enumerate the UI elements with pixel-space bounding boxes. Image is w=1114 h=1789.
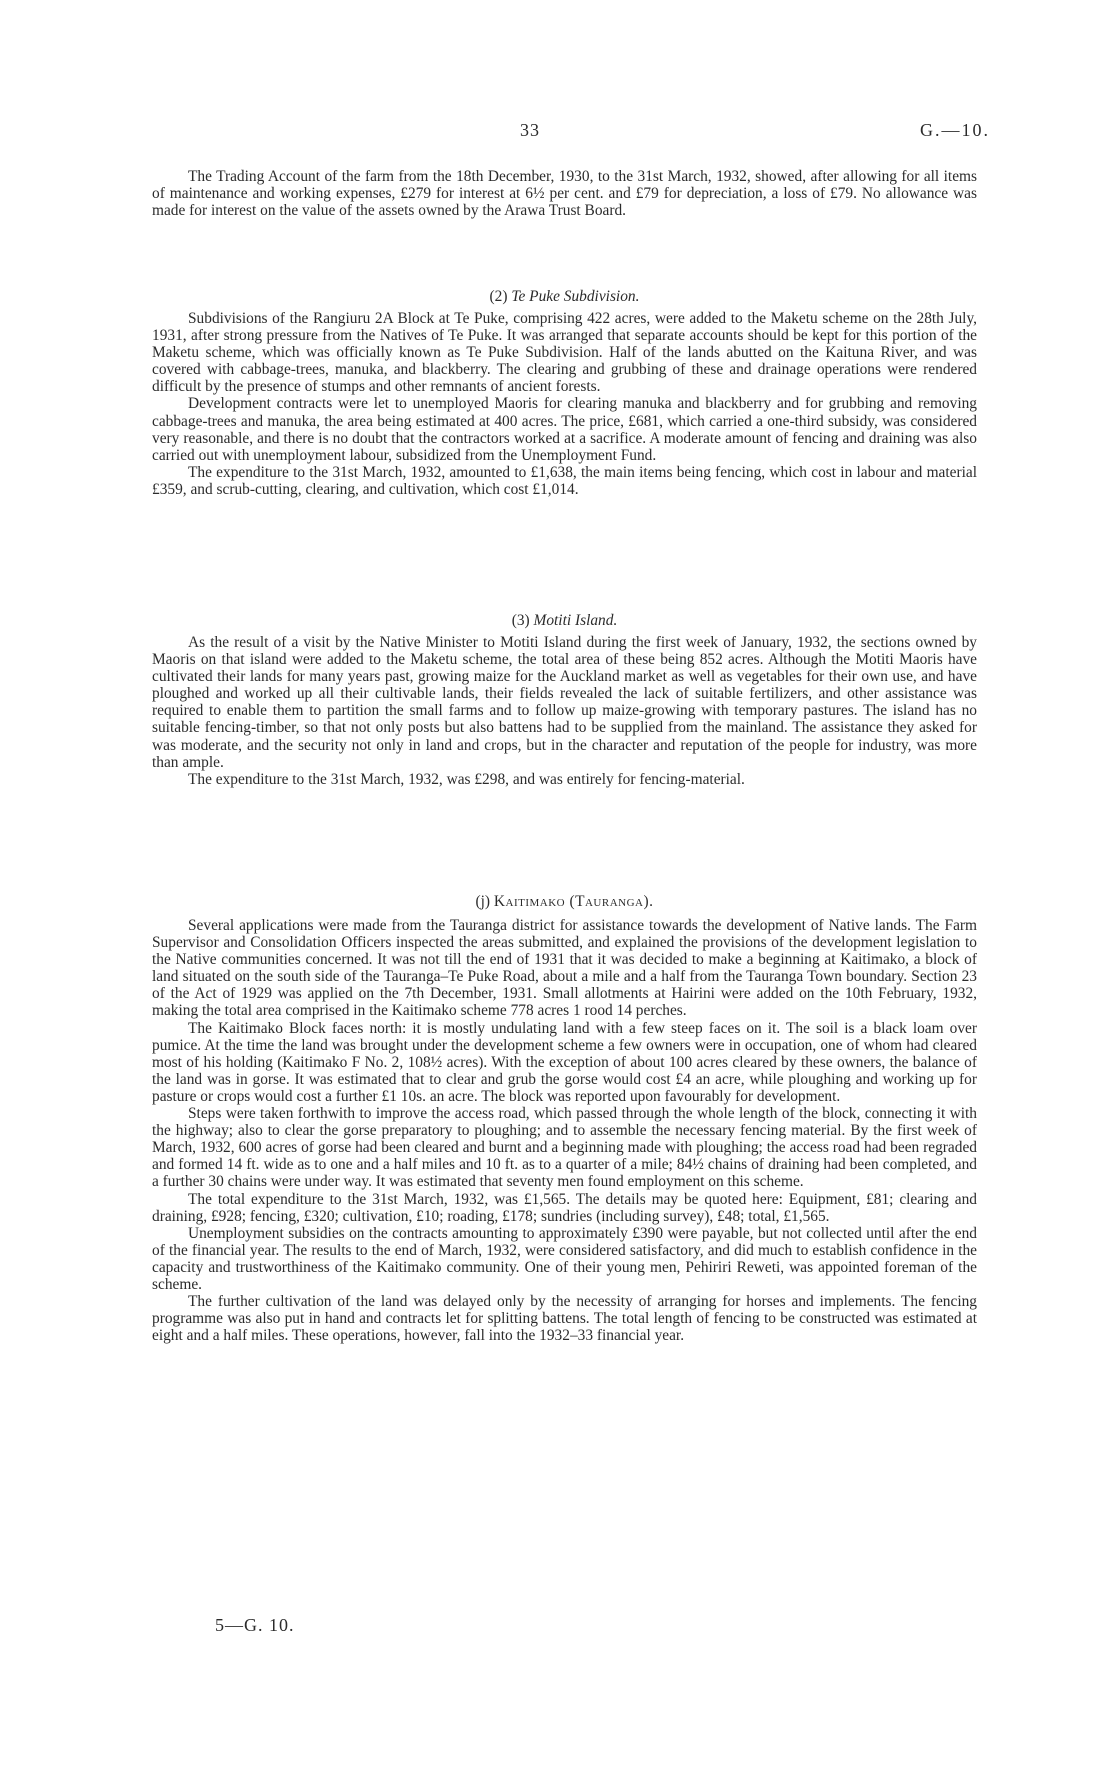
paragraph: The expenditure to the 31st March, 1932, was £298, and was entirely for fencing-material. <box>188 770 745 788</box>
paragraph: The Kaitimako Block faces north: it is mostly undulating land with a few steep faces on it. The soil is a black loam over pumice. At the time the land was brought under the development scheme a few owners were in occupation, one of whom had cleared most of his holding (Kaitimako F No. 2, 108½ acres). With the exception of about 100 acres cleared by these owners, the balance of the land was in gorse. It was estimated that to clear and grub the gorse would cost £4 an acre, while ploughing and working up for pasture or crops would cost a further £1 10s. an acre. The block was reported upon favourably for development. <box>152 1019 977 1105</box>
section-heading <box>152 288 977 306</box>
section-heading <box>152 893 977 911</box>
paragraph: Subdivisions of the Rangiuru 2A Block at Te Puke, comprising 422 acres, were added to the Maketu scheme on the 28th July, 1931, after strong pressure from the Natives of Te Puke. It was arranged that separate accounts should be kept for this portion of the Maketu scheme, which was officially known as Te Puke Subdivision. Half of the lands abutted on the Kaituna River, and was covered with cabbage-trees, manuka, and blackberry. The clearing and grubbing of these and drainage operations were rendered difficult by the presence of stumps and other remnants of ancient forests. <box>152 310 977 396</box>
paragraph: Development contracts were let to unemployed Maoris for clearing manuka and blackberry and for grubbing and removing cabbage-trees and manuka, the area being estimated at 400 acres. The price, £681, which carried a one-third subsidy, was considered very reasonable, and there is no doubt that the contractors worked at a sacrifice. A moderate amount of fencing and draining was also carried out with unemployment labour, subsidized from the Unemployment Fund. <box>152 395 977 464</box>
section-number: (3) <box>511 612 534 629</box>
section-title: Te Puke Subdivision. <box>511 288 640 305</box>
paragraph: As the result of a visit by the Native Minister to Motiti Island during the first week of January, 1932, the sections owned by Maoris on that island were added to the Maketu scheme, the total area of these being 852 acres. Although the Motiti Maoris have cultivated their lands for many years past, growing maize for the Auckland market as well as vegetables for their own use, and have ploughed and worked up all their cultivable lands, their fields revealed the lack of suitable fertilizers, and other assistance was required to enable them to partition the small farms and to follow up maize-growing with temporary pastures. The island has no suitable fencing-timber, so that not only posts but also battens had to be supplied from the mainland. The assistance they asked for was moderate, and the security not only in land and crops, but in the character and reputation of the people for industry, was more than ample. <box>152 634 977 771</box>
paragraph: Several applications were made from the Tauranga district for assistance towards the development of Native lands. The Farm Supervisor and Consolidation Officers inspected the areas submitted, and explained the provisions of the development legislation to the Native communities concerned. It was not till the end of 1931 that it was decided to make a beginning at Kaitimako, a block of land situated on the south side of the Tauranga–Te Puke Road, about a mile and a half from the Tauranga Town boundary. Section 23 of the Act of 1929 was applied on the 7th December, 1931. Small allotments at Hairini were added on the 10th February, 1932, making the total area comprised in the Kaitimako scheme 778 acres 1 rood 14 perches. <box>152 917 977 1020</box>
paragraph: The expenditure to the 31st March, 1932, amounted to £1,638, the main items being fencing, which cost in labour and material £359, and scrub-cutting, clearing, and cultivation, which cost £1,014. <box>152 463 977 498</box>
section-kaitimako <box>152 893 977 1344</box>
document-reference: G.—10. <box>920 120 990 140</box>
section-motiti-island <box>152 612 977 788</box>
paragraph: Unemployment subsidies on the contracts amounting to approximately £390 were payable, but not collected until after the end of the financial year. The results to the end of March, 1932, were considered satisfactory, and did much to establish confidence in the capacity and trustworthiness of the Kaitimako community. One of their young men, Pehiriri Reweti, was appointed foreman of the scheme. <box>152 1224 977 1293</box>
section-title: Motiti Island. <box>533 612 618 629</box>
intro-paragraph: The Trading Account of the farm from the 18th December, 1930, to the 31st March, 1932, showed, after allowing for all items of maintenance and working expenses, £279 for interest at 6½ per cent. and £79 for depreciation, a loss of £79. No allowance was made for interest on the value of the assets owned by the Arawa Trust Board. <box>152 168 977 220</box>
paragraph: Steps were taken forthwith to improve the access road, which passed through the whole length of the block, connecting it with the highway; also to clear the gorse preparatory to ploughing; and to assemble the necessary fencing material. By the first week of March, 1932, 600 acres of gorse had been cleared and burnt and a beginning made with ploughing; the access road had been regraded and formed 14 ft. wide as to one and a half miles and 10 ft. as to a quarter of a mile; 84½ chains of draining had been completed, and a further 30 chains were under way. It was estimated that seventy men found employment on this scheme. <box>152 1105 977 1191</box>
section-heading <box>152 612 977 630</box>
section-te-puke <box>152 288 977 498</box>
section-number: (j) <box>475 893 494 910</box>
paragraph: The total expenditure to the 31st March, 1932, was £1,565. The details may be quoted here: Equipment, £81; clearing and draining, £928; fencing, £320; cultivation, £10; roading, £178; sundries (including survey), £48; total, £1,565. <box>152 1190 977 1225</box>
signature-mark: 5—G. 10. <box>215 1615 295 1635</box>
intro-block <box>152 168 977 219</box>
paragraph: The further cultivation of the land was delayed only by the necessity of arranging for horses and implements. The fencing programme was also put in hand and contracts let for splitting battens. The total length of fencing to be constructed was estimated at eight and a half miles. These operations, however, fall into the 1932–33 financial year. <box>152 1293 977 1345</box>
page-number: 33 <box>520 120 540 140</box>
section-title: Kaitimako (Tauranga). <box>493 893 654 910</box>
section-number: (2) <box>489 288 512 305</box>
